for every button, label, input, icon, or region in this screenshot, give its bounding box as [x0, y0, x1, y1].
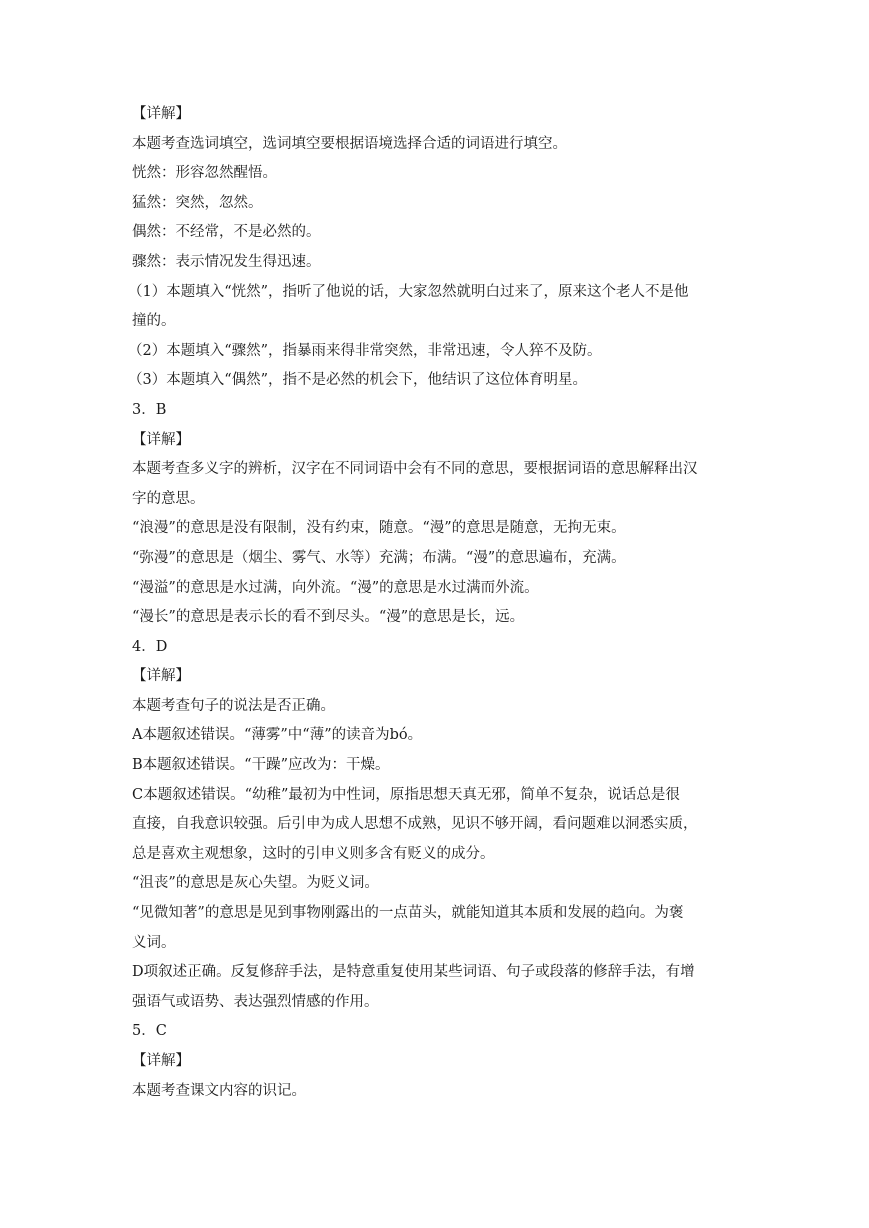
text-line: 本题考查选词填空，选词填空要根据语境选择合适的词语进行填空。 — [132, 135, 567, 152]
text-line: “见微知著”的意思是见到事物刚露出的一点苗头，就能知道其本质和发展的趋向。为褒 — [132, 905, 684, 922]
text-line: 撞的。 — [132, 313, 176, 330]
text-line: 字的意思。 — [132, 490, 205, 507]
section-heading-detail: 【详解】 — [132, 668, 190, 685]
text-line: “漫溢”的意思是水过满，向外流。“漫”的意思是水过满而外流。 — [132, 579, 539, 596]
text-line: 本题考查课文内容的识记。 — [132, 1082, 306, 1099]
text-line: 本题考查多义字的辨析，汉字在不同词语中会有不同的意思，要根据词语的意思解释出汉 — [132, 461, 698, 478]
text-line: （3）本题填入“偶然”，指不是必然的机会下，他结识了这位体育明星。 — [128, 372, 588, 389]
text-line: 直接，自我意识较强。后引申为成人思想不成熟，见识不够开阔，看问题难以洞悉实质， — [132, 816, 698, 833]
text-line: 猛然：突然，忽然。 — [132, 194, 263, 211]
text-line: 本题考查句子的说法是否正确。 — [132, 697, 335, 714]
text-line: 义词。 — [132, 934, 176, 951]
text-line: 骤然：表示情况发生得迅速。 — [132, 253, 321, 270]
answer-number: 4．D — [132, 638, 168, 655]
text-line: 偶然：不经常，不是必然的。 — [132, 224, 321, 241]
text-line: 恍然：形容忽然醒悟。 — [132, 165, 277, 182]
text-line: “沮丧”的意思是灰心失望。为贬义词。 — [132, 875, 379, 892]
text-line: “漫长”的意思是表示长的看不到尽头。“漫”的意思是长，远。 — [132, 609, 525, 626]
document-body — [128, 100, 742, 1106]
text-line: “浪漫”的意思是没有限制，没有约束，随意。“漫”的意思是随意，无拘无束。 — [132, 520, 626, 537]
text-line: D项叙述正确。反复修辞手法，是特意重复使用某些词语、句子或段落的修辞手法，有增 — [132, 964, 695, 981]
text-line: B本题叙述错误。“干躁”应改为：干燥。 — [132, 757, 390, 774]
text-line: C本题叙述错误。“幼稚”最初为中性词，原指思想天真无邪，简单不复杂，说话总是很 — [132, 786, 680, 803]
text-line: （2）本题填入“骤然”，指暴雨来得非常突然，非常迅速，令人猝不及防。 — [128, 342, 602, 359]
text-line: （1）本题填入“恍然”，指听了他说的话，大家忽然就明白过来了，原来这个老人不是他 — [128, 283, 689, 300]
answer-number: 3．B — [132, 401, 167, 418]
text-line: 总是喜欢主观想象，这时的引申义则多含有贬义的成分。 — [132, 845, 495, 862]
answer-number: 5．C — [132, 1023, 167, 1040]
text-line: “弥漫”的意思是（烟尘、雾气、水等）充满；布满。“漫”的意思遍布，充满。 — [132, 549, 626, 566]
text-line: A本题叙述错误。“薄雾”中“薄”的读音为bó。 — [132, 727, 423, 744]
text-line: 强语气或语势、表达强烈情感的作用。 — [132, 993, 379, 1010]
section-heading-detail: 【详解】 — [132, 1053, 190, 1069]
section-heading-detail: 【详解】 — [132, 106, 190, 122]
section-heading-detail: 【详解】 — [132, 431, 190, 448]
